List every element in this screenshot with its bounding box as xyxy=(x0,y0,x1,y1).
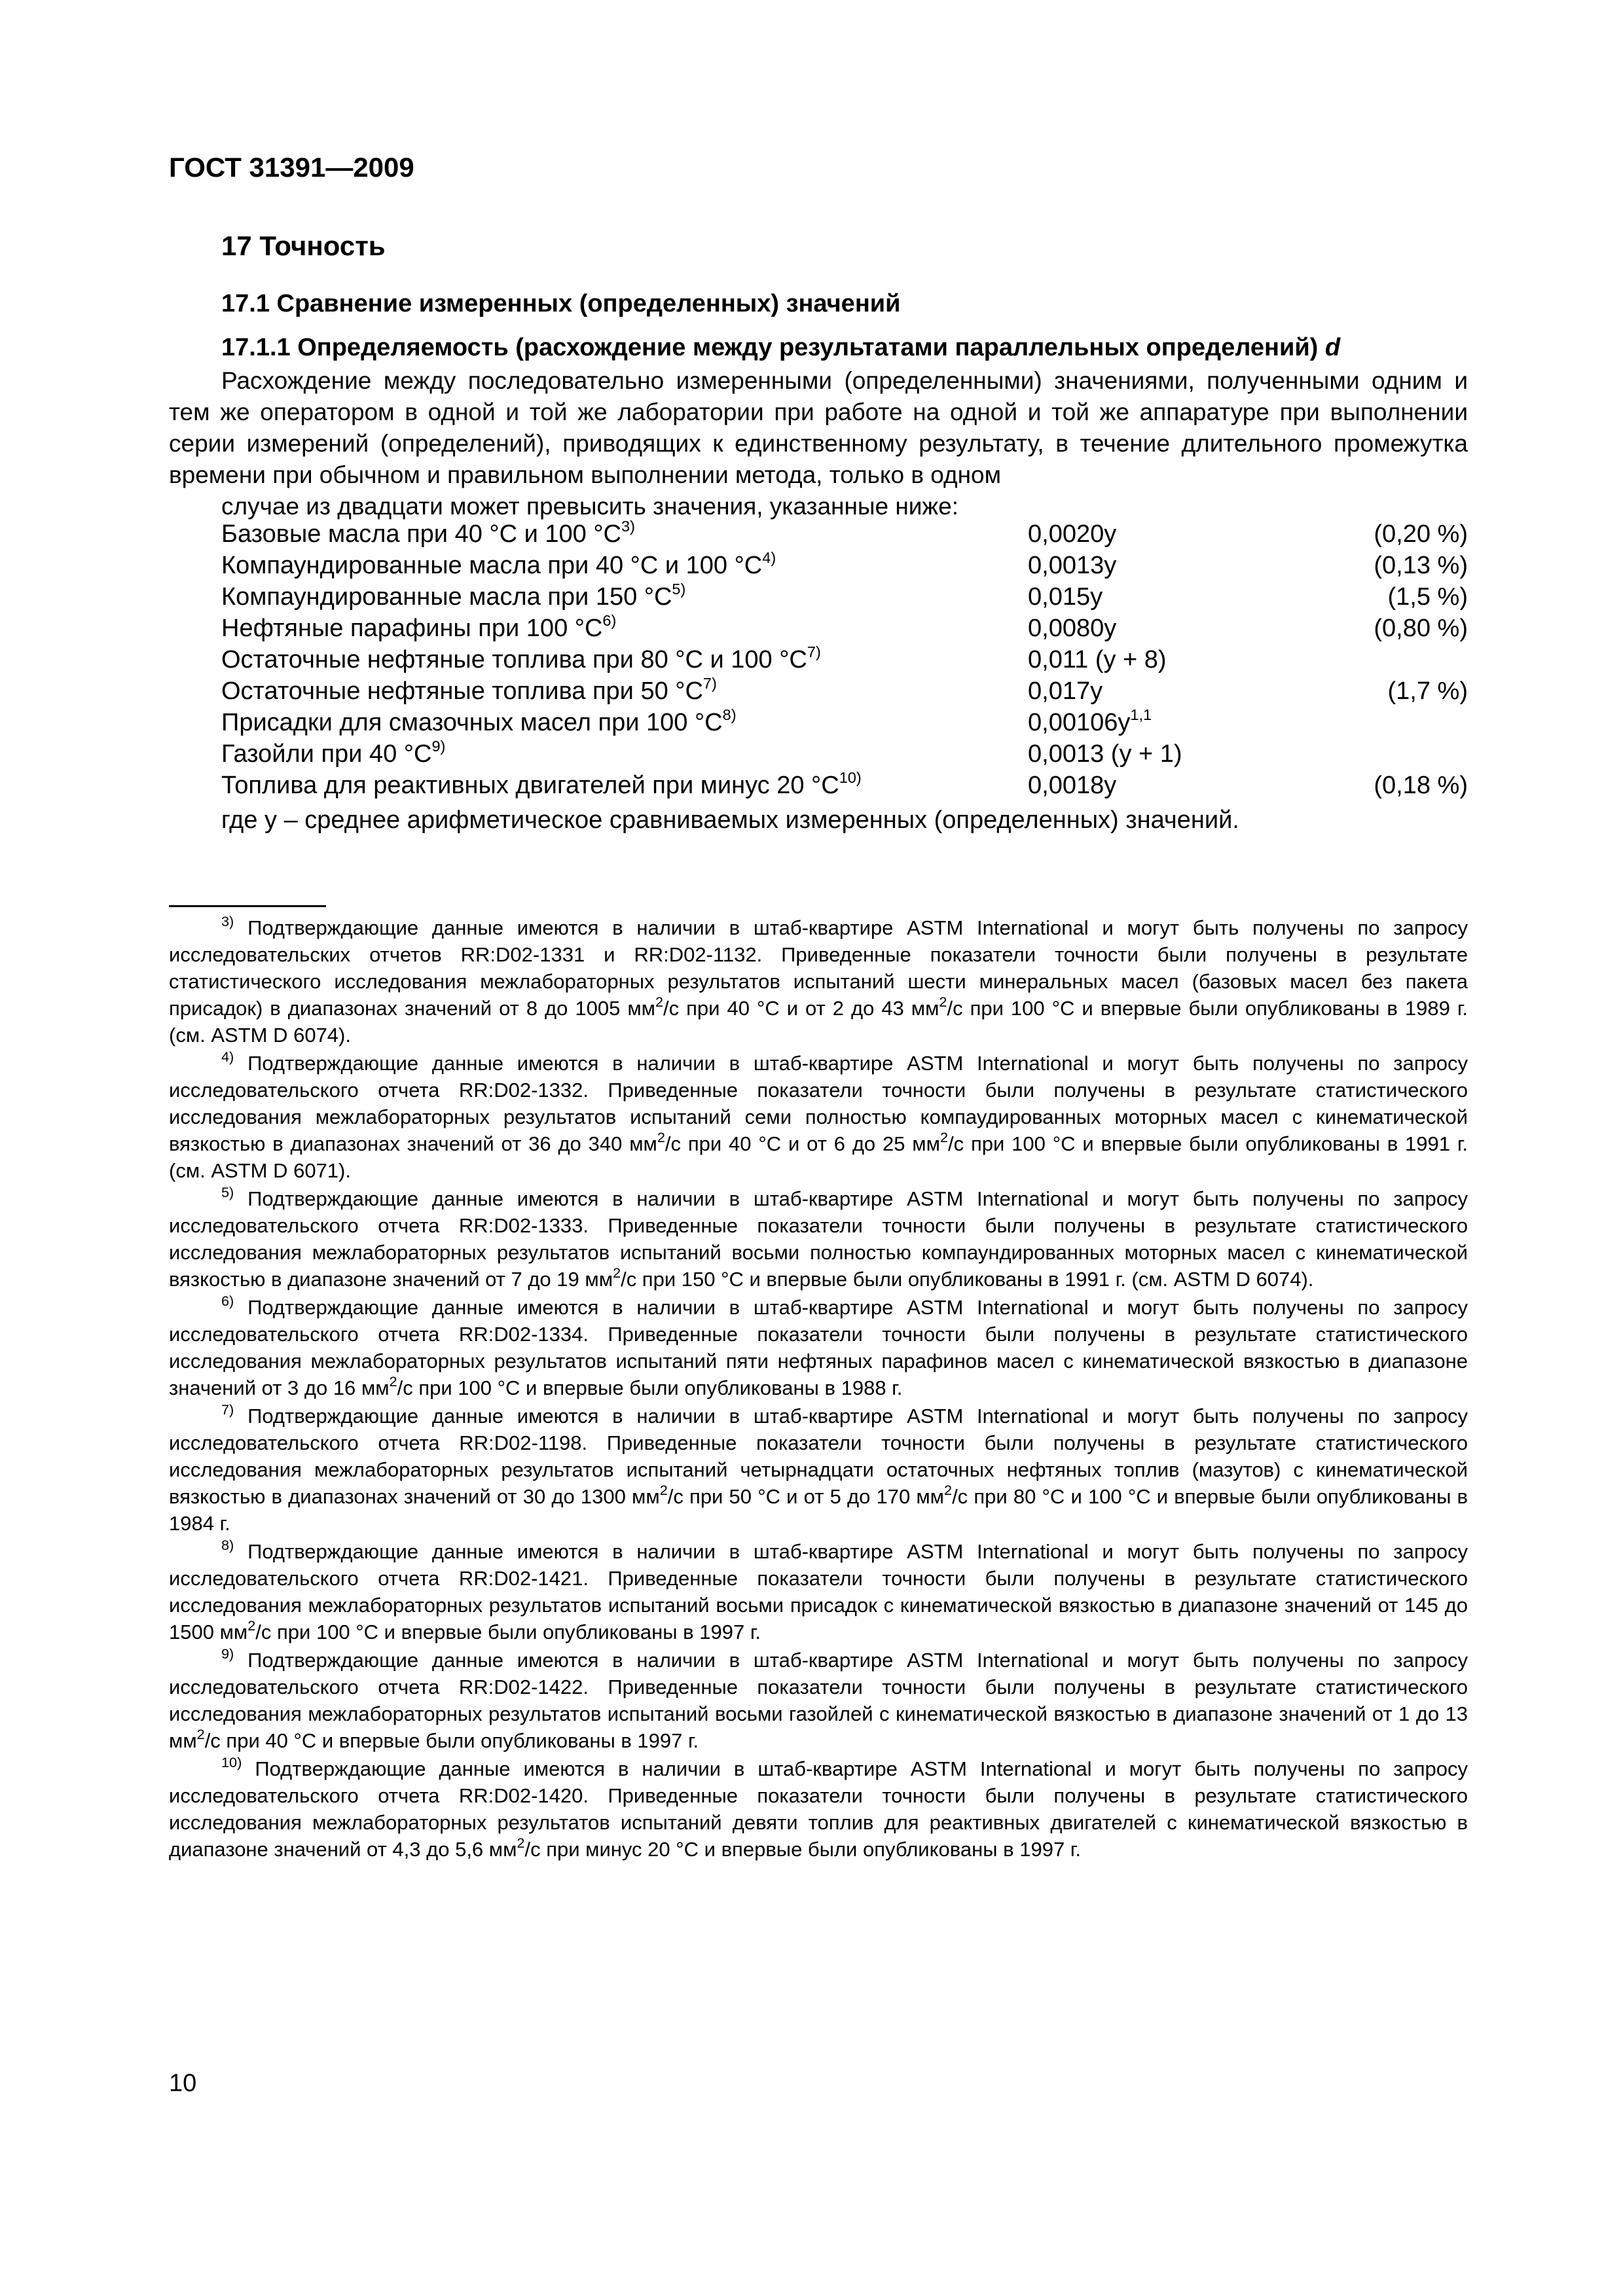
row-percent: (1,7 %) xyxy=(1387,677,1468,705)
footnote-mark: 4) xyxy=(221,1048,234,1065)
footnote-mark: 9) xyxy=(221,1645,234,1662)
row-formula: 0,0018y xyxy=(1028,772,1117,799)
row-percent: (0,80 %) xyxy=(1374,615,1468,642)
footnote-ref: 6) xyxy=(602,612,617,629)
precision-table xyxy=(221,518,1468,801)
row-label: Нефтяные парафины при 100 $^\circ С^{6)}$ xyxy=(221,612,617,642)
page-number: 10 xyxy=(169,2070,197,2097)
footnote-ref: 7) xyxy=(702,675,717,692)
variable-definition: где y – среднее арифметическое сравниваемых измеренных (определенных) значений. xyxy=(221,806,1239,834)
footnote-mark: 10) xyxy=(221,1753,242,1770)
table-row xyxy=(221,738,1468,770)
table-row xyxy=(221,644,1468,675)
footnote: $^{7)}$ Подтверждающие данные имеются в наличии в штаб-квартире ASTM International и могут быть получены по запросу исследовательского отчета RR:D02-1198. Приведенные показатели точности были получены в результате статистического исследования межлабораторных результатов испытаний четырнадцати остаточных нефтяных топлив (мазутов) с кинематической вязкостью в диапазонах значений от 30 до 1300 $мм^2/с$ при 50 °С и от 5 до 170 $мм^2/с$ при 80 °С и 100 °С и впервые были опубликованы в 1984 г. xyxy=(169,1401,1468,1535)
footnote: $^{6)}$ Подтверждающие данные имеются в наличии в штаб-квартире ASTM International и могут быть получены по запросу исследовательского отчета RR:D02-1334. Приведенные показатели точности были получены в результате статистического исследования межлабораторных результатов испытаний пяти нефтяных парафинов масел с кинематической вязкостью в диапазоне значений от 3 до 16 $мм^2/с$ при 100 °С и впервые были опубликованы в 1988 г. xyxy=(169,1292,1468,1399)
row-percent xyxy=(1303,644,1468,675)
subsection-title: 17.1 Сравнение измеренных (определенных) значений xyxy=(221,290,901,317)
footnote-mark: 7) xyxy=(221,1401,234,1418)
row-percent: (0,18 %) xyxy=(1374,772,1468,799)
row-percent xyxy=(1303,738,1468,770)
footnote-ref: 7) xyxy=(807,643,821,660)
standard-code: ГОСТ 31391—2009 xyxy=(169,152,414,183)
table-row xyxy=(221,581,1468,613)
table-row xyxy=(221,518,1468,550)
footnote-ref: 3) xyxy=(621,518,635,535)
footnote: $^{8)}$ Подтверждающие данные имеются в наличии в штаб-квартире ASTM International и могут быть получены по запросу исследовательского отчета RR:D02-1421. Приведенные показатели точности были получены в результате статистического исследования межлабораторных результатов испытаний восьми присадок с кинематической вязкостью в диапазоне значений от 145 до 1500 $мм^2/с$ при 100 °С и впервые были опубликованы в 1997 г. xyxy=(169,1536,1468,1643)
footnotes-block xyxy=(169,914,1468,1864)
row-formula: $0,00106y^{1,1}$ xyxy=(1028,706,1152,736)
footnote-mark: 6) xyxy=(221,1292,234,1309)
row-formula: 0,0013y xyxy=(1028,552,1117,579)
row-label: Остаточные нефтяные топлива при 50 $^\circ С^{7)}$ xyxy=(221,675,717,705)
table-row xyxy=(221,707,1468,738)
footnote-ref: 10) xyxy=(839,769,862,786)
item-title-text: 17.1.1 Определяемость (расхождение между результатами параллельных определений) xyxy=(221,334,1319,361)
row-label: Газойли при 40 $^\circ С^{9)}$ xyxy=(221,738,446,768)
row-label: Присадки для смазочных масел при 100 $^\circ С^{8)}$ xyxy=(221,706,737,736)
row-label: Базовые масла при 40 °С и 100 $^\circ С^{3)}$ xyxy=(221,518,635,548)
footnote: $^{3)}$ Подтверждающие данные имеются в наличии в штаб-квартире ASTM International и могут быть получены по запросу исследовательских отчетов RR:D02-1331 и RR:D02-1132. Приведенные показатели точности были получены в результате статистического исследования межлабораторных результатов испытаний шести минеральных масел (базовых масел без пакета присадок) в диапазонах значений от 8 до 1005 $мм^2/с$ при 40 °С и от 2 до 43 $мм^2/с$ при 100 °С и впервые были опубликованы в 1989 г. (см. ASTM D 6074). xyxy=(169,912,1468,1047)
item-title xyxy=(221,334,1340,362)
table-row xyxy=(221,550,1468,581)
intro-text: Расхождение между последовательно измеренными (определенными) значениями, полученными одним и тем же оператором в одной и той же лаборатории при работе на одной и той же аппаратуре при выполнении серии измерений (определений), приводящих к единственному результату, в течение длительного промежутка времени при обычном и правильном выполнении метода, только в одном xyxy=(169,367,1468,488)
row-percent: (0,13 %) xyxy=(1374,552,1468,579)
footnote: $^{10)}$ Подтверждающие данные имеются в наличии в штаб-квартире ASTM International и могут быть получены по запросу исследовательского отчета RR:D02-1420. Приведенные показатели точности были получены в результате статистического исследования межлабораторных результатов испытаний девяти топлив для реактивных двигателей с кинематической вязкостью в диапазоне значений от 4,3 до 5,6 $мм^2/с$ при минус 20 °С и впервые были опубликованы в 1997 г. xyxy=(169,1753,1468,1861)
row-label: Остаточные нефтяные топлива при 80 °С и 100 $^\circ С^{7)}$ xyxy=(221,643,821,673)
item-title-variable: d xyxy=(1324,334,1341,361)
footnote-mark: 5) xyxy=(221,1183,234,1200)
table-row xyxy=(221,675,1468,707)
footnote: $^{9)}$ Подтверждающие данные имеются в наличии в штаб-квартире ASTM International и могут быть получены по запросу исследовательского отчета RR:D02-1422. Приведенные показатели точности были получены в результате статистического исследования межлабораторных результатов испытаний восьми газойлей с кинематической вязкостью в диапазоне значений от 1 до 13 $мм^2/с$ при 40 °С и впервые были опубликованы в 1997 г. xyxy=(169,1645,1468,1752)
footnote-ref: 4) xyxy=(762,549,776,566)
row-formula: 0,011 (y + 8) xyxy=(1028,646,1167,673)
table-row xyxy=(221,613,1468,644)
footnote: $^{4)}$ Подтверждающие данные имеются в наличии в штаб-квартире ASTM International и могут быть получены по запросу исследовательского отчета RR:D02-1332. Приведенные показатели точности были получены в результате статистического исследования межлабораторных результатов испытаний семи полностью компаудированных моторных масел с кинематической вязкостью в диапазонах значений от 36 до 340 $мм^2/с$ при 40 °С и от 6 до 25 $мм^2/с$ при 100 °С и впервые были опубликованы в 1991 г. (см. ASTM D 6071). xyxy=(169,1048,1468,1182)
intro-paragraph xyxy=(169,365,1468,522)
footnote-mark: 3) xyxy=(221,912,234,929)
row-percent: (1,5 %) xyxy=(1387,583,1468,611)
row-label: Компаундированные масла при 150 $^\circ С^{5)}$ xyxy=(221,581,686,611)
footnote-mark: 8) xyxy=(221,1536,234,1553)
row-formula: 0,015y xyxy=(1028,583,1103,611)
row-label: Топлива для реактивных двигателей при минус 20 $^\circ С^{10)}$ xyxy=(221,769,862,799)
table-row xyxy=(221,770,1468,801)
footnote-ref: 5) xyxy=(672,581,686,598)
section-title: 17 Точность xyxy=(221,230,386,261)
row-formula: 0,017y xyxy=(1028,677,1103,705)
intro-text-last-line: случае из двадцати может превысить значения, указанные ниже: xyxy=(221,493,959,520)
row-label: Компаундированные масла при 40 °С и 100 $^\circ С^{4)}$ xyxy=(221,549,776,579)
footnote: $^{5)}$ Подтверждающие данные имеются в наличии в штаб-квартире ASTM International и могут быть получены по запросу исследовательского отчета RR:D02-1333. Приведенные показатели точности были получены в результате статистического исследования межлабораторных результатов испытаний восьми полностью компаундированных моторных масел с кинематической вязкостью в диапазоне значений от 7 до 19 $мм^2/с$ при 150 °С и впервые были опубликованы в 1991 г. (см. ASTM D 6074). xyxy=(169,1183,1468,1291)
row-percent xyxy=(1303,707,1468,738)
row-formula: 0,0020y xyxy=(1028,520,1117,548)
row-formula: 0,0080y xyxy=(1028,615,1117,642)
footnote-ref: 9) xyxy=(431,738,446,755)
row-formula: 0,0013 (y + 1) xyxy=(1028,740,1182,768)
footnote-divider xyxy=(169,905,326,907)
row-percent: (0,20 %) xyxy=(1374,520,1468,548)
footnote-ref: 8) xyxy=(722,706,737,723)
